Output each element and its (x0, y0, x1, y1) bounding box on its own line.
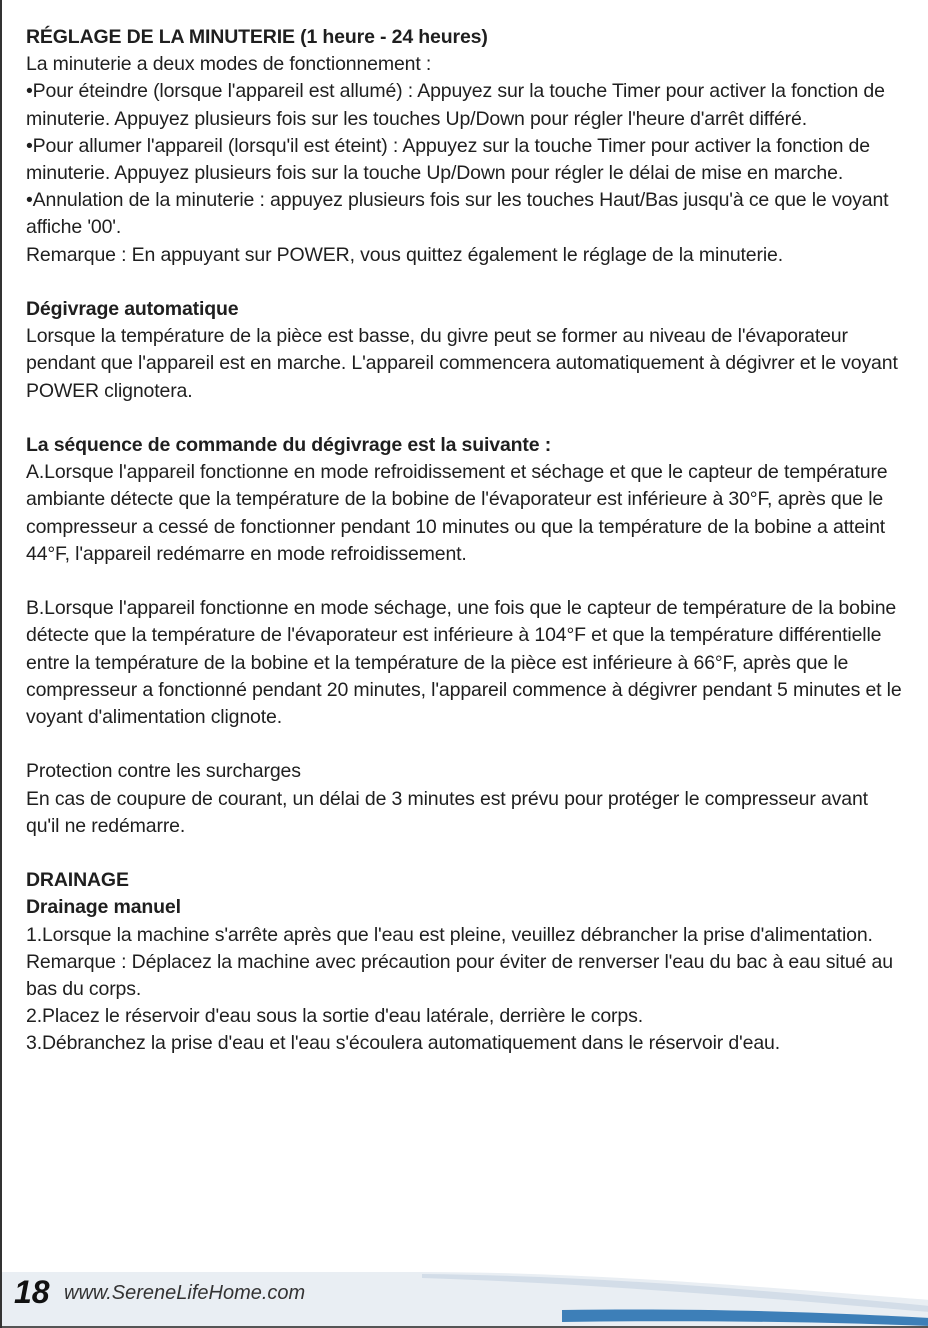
timer-intro: La minuterie a deux modes de fonctionnement : (26, 53, 432, 76)
timer-bullet-cancel: •Annulation de la minuterie : appuyez plusieurs fois sur les touches Haut/Bas jusqu'à ce que le voyant affiche '00'. (26, 189, 889, 239)
drainage-note: Remarque : Déplacez la machine avec précaution pour éviter de renverser l'eau du bac à eau situé au bas du corps. (26, 950, 893, 1001)
drainage-heading: DRAINAGE (26, 869, 129, 892)
drainage-step-1: 1.Lorsque la machine s'arrête après que l'eau est pleine, veuillez débrancher la prise d'alimentation. (26, 923, 873, 946)
timer-note: Remarque : En appuyant sur POWER, vous quittez également le réglage de la minuterie. (26, 243, 783, 266)
spacer (26, 568, 906, 595)
overload-heading: Protection contre les surcharges (26, 760, 301, 783)
page-content (26, 24, 906, 1058)
spacer (26, 731, 906, 758)
spacer (26, 405, 906, 432)
timer-bullet-off: •Pour éteindre (lorsque l'appareil est allumé) : Appuyez sur la touche Timer pour activer la fonction de minuterie. Appuyez plusieurs fois sur les touches Up/Down pour régler l'heure d'arrêt différé. (26, 80, 885, 130)
sequence-step-a: A.Lorsque l'appareil fonctionne en mode refroidissement et séchage et que le capteur de température ambiante détecte que la température de la bobine de l'évaporateur est inférieure à 30°F, après que le compresseur a cessé de fonctionner pendant 10 minutes ou que la température de la bobine a atteint 44°F, l'appareil redémarre en mode refroidissement. (26, 461, 888, 565)
timer-bullet-on: •Pour allumer l'appareil (lorsqu'il est éteint) : Appuyez sur la touche Timer pour activer la fonction de minuterie. Appuyez plusieurs fois sur la touche Up/Down pour régler le délai de mise en marche. (26, 134, 870, 185)
page-footer (2, 1260, 928, 1328)
defrost-heading: Dégivrage automatique (26, 298, 239, 321)
website-url: www.SereneLifeHome.com (64, 1282, 306, 1304)
drainage-step-3: 3.Débranchez la prise d'eau et l'eau s'écoulera automatiquement dans le réservoir d'eau. (26, 1032, 780, 1055)
drainage-step-2: 2.Placez le réservoir d'eau sous la sortie d'eau latérale, derrière le corps. (26, 1005, 643, 1028)
sequence-step-b: B.Lorsque l'appareil fonctionne en mode séchage, une fois que le capteur de température de la bobine détecte que la température de l'évaporateur est inférieure à 104°F et que la température différentielle entre la température de la bobine et la température de la pièce est inférieure à 66°F, après que le compresseur a fonctionné pendant 20 minutes, l'appareil commence à dégivrer pendant 5 minutes et le voyant d'alimentation clignote. (26, 597, 902, 729)
spacer (26, 269, 906, 296)
defrost-body: Lorsque la température de la pièce est basse, du givre peut se former au niveau de l'évaporateur pendant que l'appareil est en marche. L'appareil commencera automatiquement à dégivrer et le voyant POWER clignotera. (26, 325, 898, 402)
page-number: 18 (14, 1274, 50, 1310)
sequence-heading: La séquence de commande du dégivrage est la suivante : (26, 434, 552, 457)
overload-body: En cas de coupure de courant, un délai de 3 minutes est prévu pour protéger le compresseur avant qu'il ne redémarre. (26, 787, 868, 837)
timer-heading: RÉGLAGE DE LA MINUTERIE (1 heure - 24 heures) (26, 26, 488, 48)
drainage-subheading: Drainage manuel (26, 896, 181, 919)
spacer (26, 840, 906, 867)
